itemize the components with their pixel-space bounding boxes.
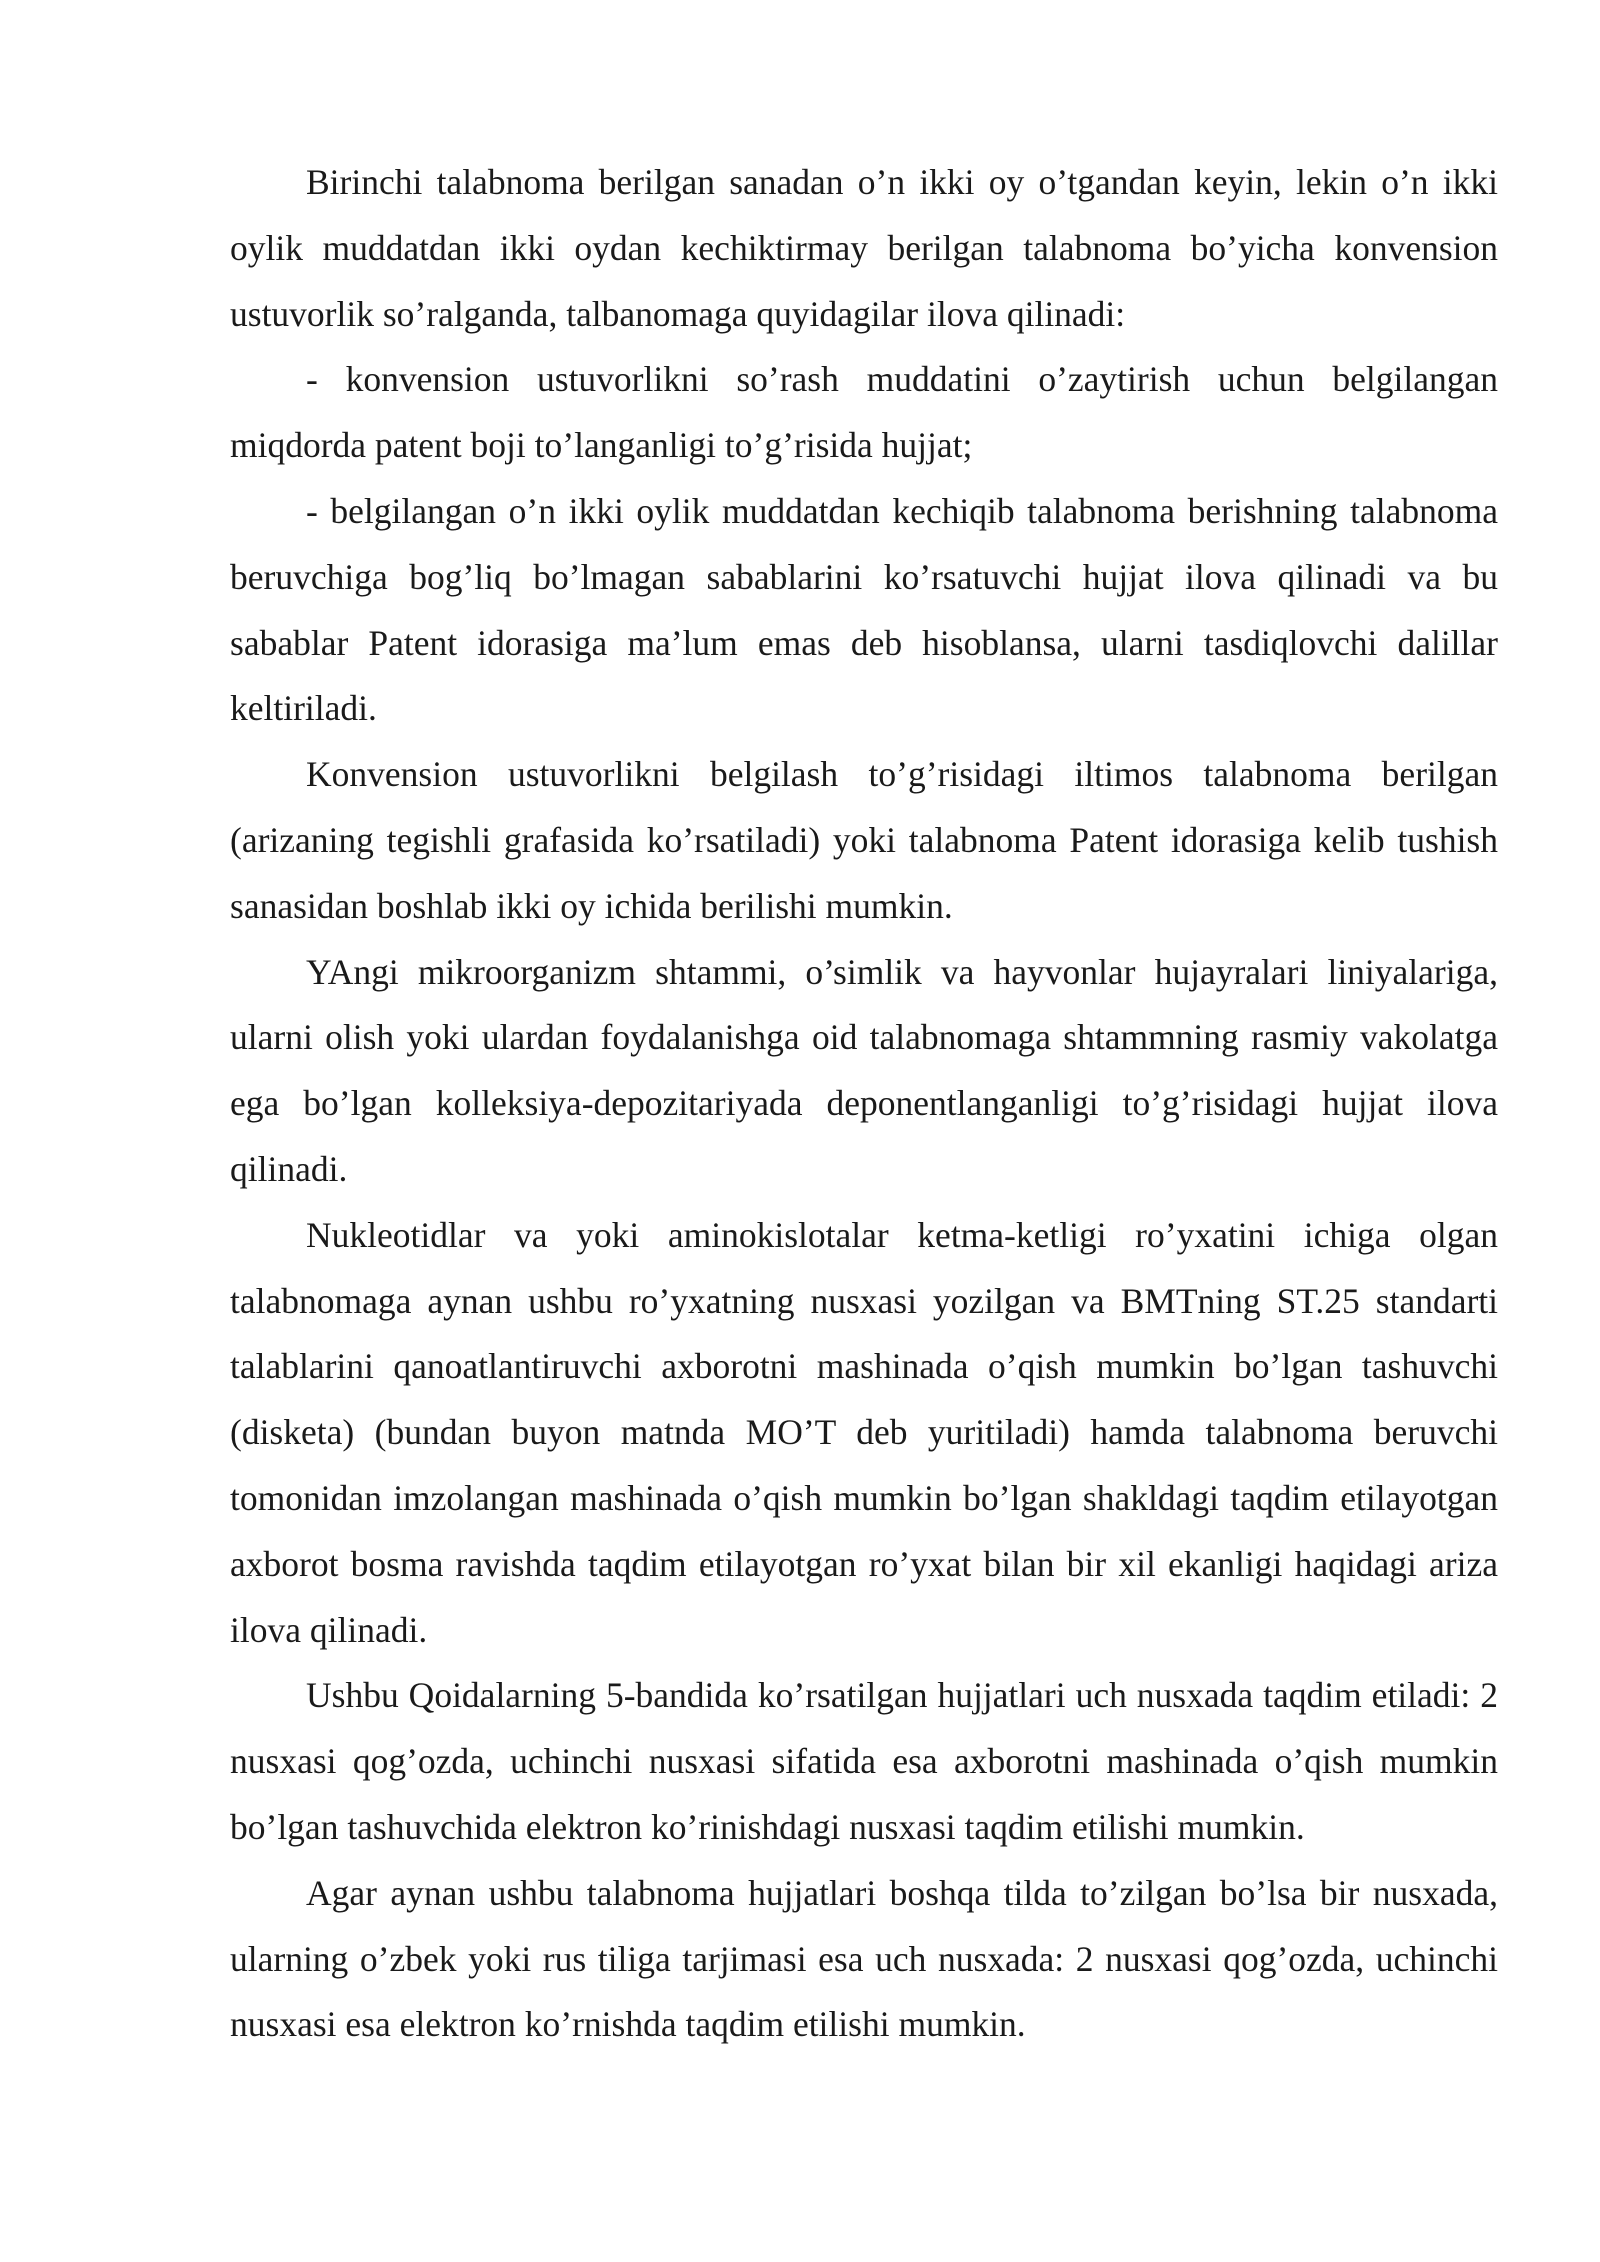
paragraph-6: Nukleotidlar va yoki aminokislotalar ketma-ketligi ro’yxatini ichiga olgan talabnomaga aynan ushbu ro’yxatning nusxasi yozilgan va BMTning ST.25 standarti talablarini qanoatlantiruvchi axborotni mashinada o’qish mumkin bo’lgan tashuvchi (disketa) (bundan buyon matnda MO’T deb yuritiladi) hamda talabnoma beruvchi tomonidan imzolangan mashinada o’qish mumkin bo’lgan shakldagi taqdim etilayotgan axborot bosma ravishda taqdim etilayotgan ro’yxat bilan bir xil ekanligi haqidagi ariza ilova qilinadi. [230,1214,1498,1650]
paragraph-2-list-item: - konvension ustuvorlikni so’rash muddatini o’zaytirish uchun belgilangan miqdorda patent boji to’langanligi to’g’risida hujjat; [230,359,1498,466]
paragraph-3-list-item: - belgilangan o’n ikki oylik muddatdan kechiqib talabnoma berishning talabnoma beruvchiga bog’liq bo’lmagan sabablarini ko’rsatuvchi hujjat ilova qilinadi va bu sabablar Patent idorasiga ma’lum emas deb hisoblansa, ularni tasdiqlovchi dalillar keltiriladi. [230,490,1498,729]
paragraph-1: Birinchi talabnoma berilgan sanadan o’n ikki oy o’tgandan keyin, lekin o’n ikki oylik muddatdan ikki oydan kechiktirmay berilgan talabnoma bo’yicha konvension ustuvorlik so’ralganda, talbanomaga quyidagilar ilova qilinadi: [230,162,1498,334]
paragraph-5: YAngi mikroorganizm shtammi, o’simlik va hayvonlar hujayralari liniyalariga, ularni olish yoki ulardan foydalanishga oid talabnomaga shtammning rasmiy vakolatga ega bo’lgan kolleksiya-depozitariyada deponentlanganligi to’g’risidagi hujjat ilova qilinadi. [230,951,1498,1189]
paragraph-8: Agar aynan ushbu talabnoma hujjatlari boshqa tilda to’zilgan bo’lsa bir nusxada, ularning o’zbek yoki rus tiliga tarjimasi esa uch nusxada: 2 nusxasi qog’ozda, uchinchi nusxasi esa elektron ko’rnishda taqdim etilishi mumkin. [230,1872,1498,2045]
paragraph-4: Konvension ustuvorlikni belgilash to’g’risidagi iltimos talabnoma berilgan (arizaning tegishli grafasida ko’rsatiladi) yoki talabnoma Patent idorasiga kelib tushish sanasidan boshlab ikki oy ichida berilishi mumkin. [230,754,1498,926]
document-page [230,150,1498,2058]
paragraph-7: Ushbu Qoidalarning 5-bandida ko’rsatilgan hujjatlari uch nusxada taqdim etiladi: 2 nusxasi qog’ozda, uchinchi nusxasi sifatida esa axborotni mashinada o’qish mumkin bo’lgan tashuvchida elektron ko’rinishdagi nusxasi taqdim etilishi mumkin. [230,1675,1498,1847]
